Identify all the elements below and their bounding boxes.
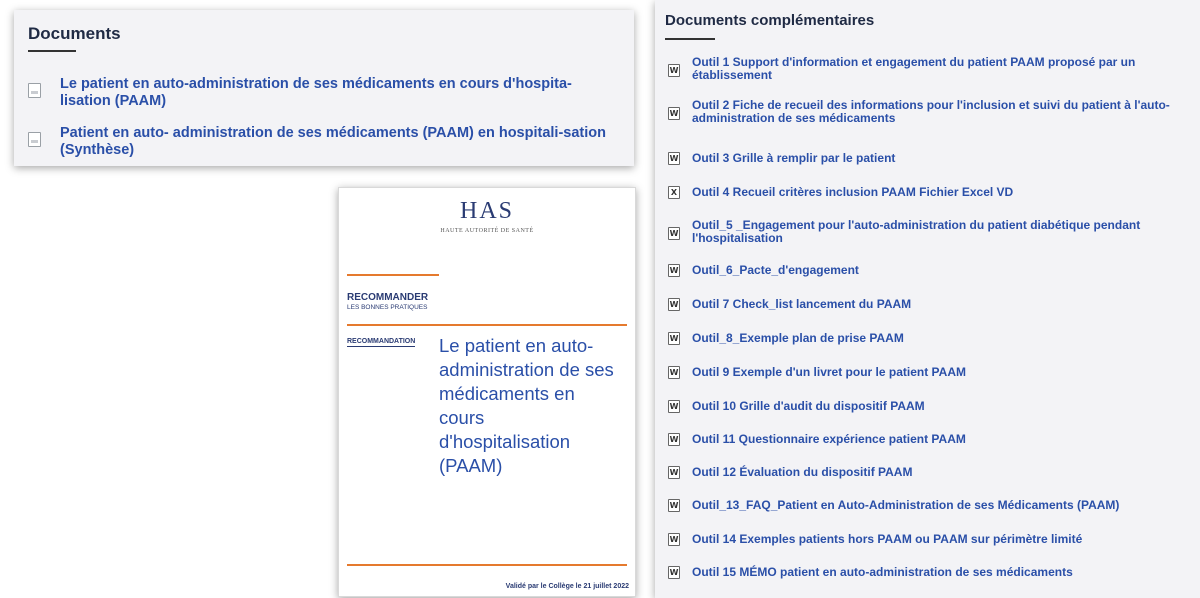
- document-link-1[interactable]: Le patient en auto-administration de ses médicaments en cours d'hospita-lisation (PAAM): [60, 76, 572, 109]
- title-underline: [665, 38, 715, 40]
- complementary-title: Documents complémentaires: [665, 12, 875, 29]
- word-icon: W: [669, 300, 679, 309]
- tool-link-9[interactable]: Outil 9 Exemple d'un livret pour le patient PAAM: [692, 365, 967, 379]
- tool-link-7[interactable]: Outil 7 Check_list lancement du PAAM: [692, 297, 912, 311]
- word-icon: W: [669, 535, 679, 544]
- word-icon: W: [669, 154, 679, 163]
- tool-link-2[interactable]: Outil 2 Fiche de recueil des informations pour l'inclusion et suivi du patient à l'auto-administration de ses médicaments: [692, 98, 1170, 125]
- word-icon: W: [669, 501, 679, 510]
- tool-link-10[interactable]: Outil 10 Grille d'audit du dispositif PAAM: [692, 399, 925, 413]
- recommander-heading: RECOMMANDER: [347, 292, 429, 303]
- word-icon: W: [669, 435, 679, 444]
- word-icon: W: [669, 229, 679, 238]
- excel-icon: X: [668, 186, 680, 199]
- word-icon: W: [669, 568, 679, 577]
- tool-link-4[interactable]: Outil 4 Recueil critères inclusion PAAM Fichier Excel VD: [692, 185, 1014, 199]
- orange-divider: [347, 564, 627, 566]
- tool-link-13[interactable]: Outil_13_FAQ_Patient en Auto-Administration de ses Médicaments (PAAM): [692, 498, 1120, 512]
- word-icon: W: [669, 334, 679, 343]
- pdf-icon: [28, 83, 41, 98]
- pdf-icon: [28, 132, 41, 147]
- word-icon: W: [669, 266, 679, 275]
- has-logo: HAS: [459, 198, 514, 224]
- tool-link-1[interactable]: Outil 1 Support d'information et engagement du patient PAAM proposé par un établissement: [692, 55, 1136, 82]
- word-icon: W: [669, 468, 679, 477]
- tool-link-15[interactable]: Outil 15 MÉMO patient en auto-administration de ses médicaments: [692, 565, 1073, 579]
- title-underline: [28, 50, 76, 52]
- documents-title: Documents: [28, 24, 121, 43]
- document-link-2[interactable]: Patient en auto- administration de ses médicaments (PAAM) en hospitali-sation (Synthèse): [60, 125, 606, 158]
- orange-divider: [347, 324, 627, 326]
- tool-link-12[interactable]: Outil 12 Évaluation du dispositif PAAM: [692, 465, 913, 479]
- word-icon: W: [669, 66, 679, 75]
- tool-link-11[interactable]: Outil 11 Questionnaire expérience patient PAAM: [692, 432, 966, 446]
- bonnes-pratiques-label: LES BONNES PRATIQUES: [347, 304, 428, 311]
- word-icon: W: [669, 109, 679, 118]
- tool-link-6[interactable]: Outil_6_Pacte_d'engagement: [692, 263, 859, 277]
- tool-link-3[interactable]: Outil 3 Grille à remplir par le patient: [692, 151, 896, 165]
- recommandation-label: RECOMMANDATION: [347, 338, 416, 345]
- has-logo-subtitle: HAUTE AUTORITÉ DE SANTÉ: [440, 228, 534, 234]
- orange-divider: [347, 274, 439, 276]
- word-icon: W: [669, 402, 679, 411]
- recommendation-cover-image[interactable]: [338, 187, 636, 597]
- word-icon: W: [669, 368, 679, 377]
- cover-main-title: Le patient en auto-administration de ses médicaments en cours d'hospitalisation (PAAM): [439, 335, 614, 476]
- tool-link-14[interactable]: Outil 14 Exemples patients hors PAAM ou PAAM sur périmètre limité: [692, 532, 1083, 546]
- tool-link-8[interactable]: Outil_8_Exemple plan de prise PAAM: [692, 331, 904, 345]
- complementary-documents-panel: [655, 0, 1200, 598]
- tool-link-5[interactable]: Outil_5 _Engagement pour l'auto-administration du patient diabétique pendant l'hospitalisation: [692, 218, 1141, 245]
- documents-panel: [14, 10, 634, 166]
- validation-date: Validé par le Collège le 21 juillet 2022: [505, 583, 629, 590]
